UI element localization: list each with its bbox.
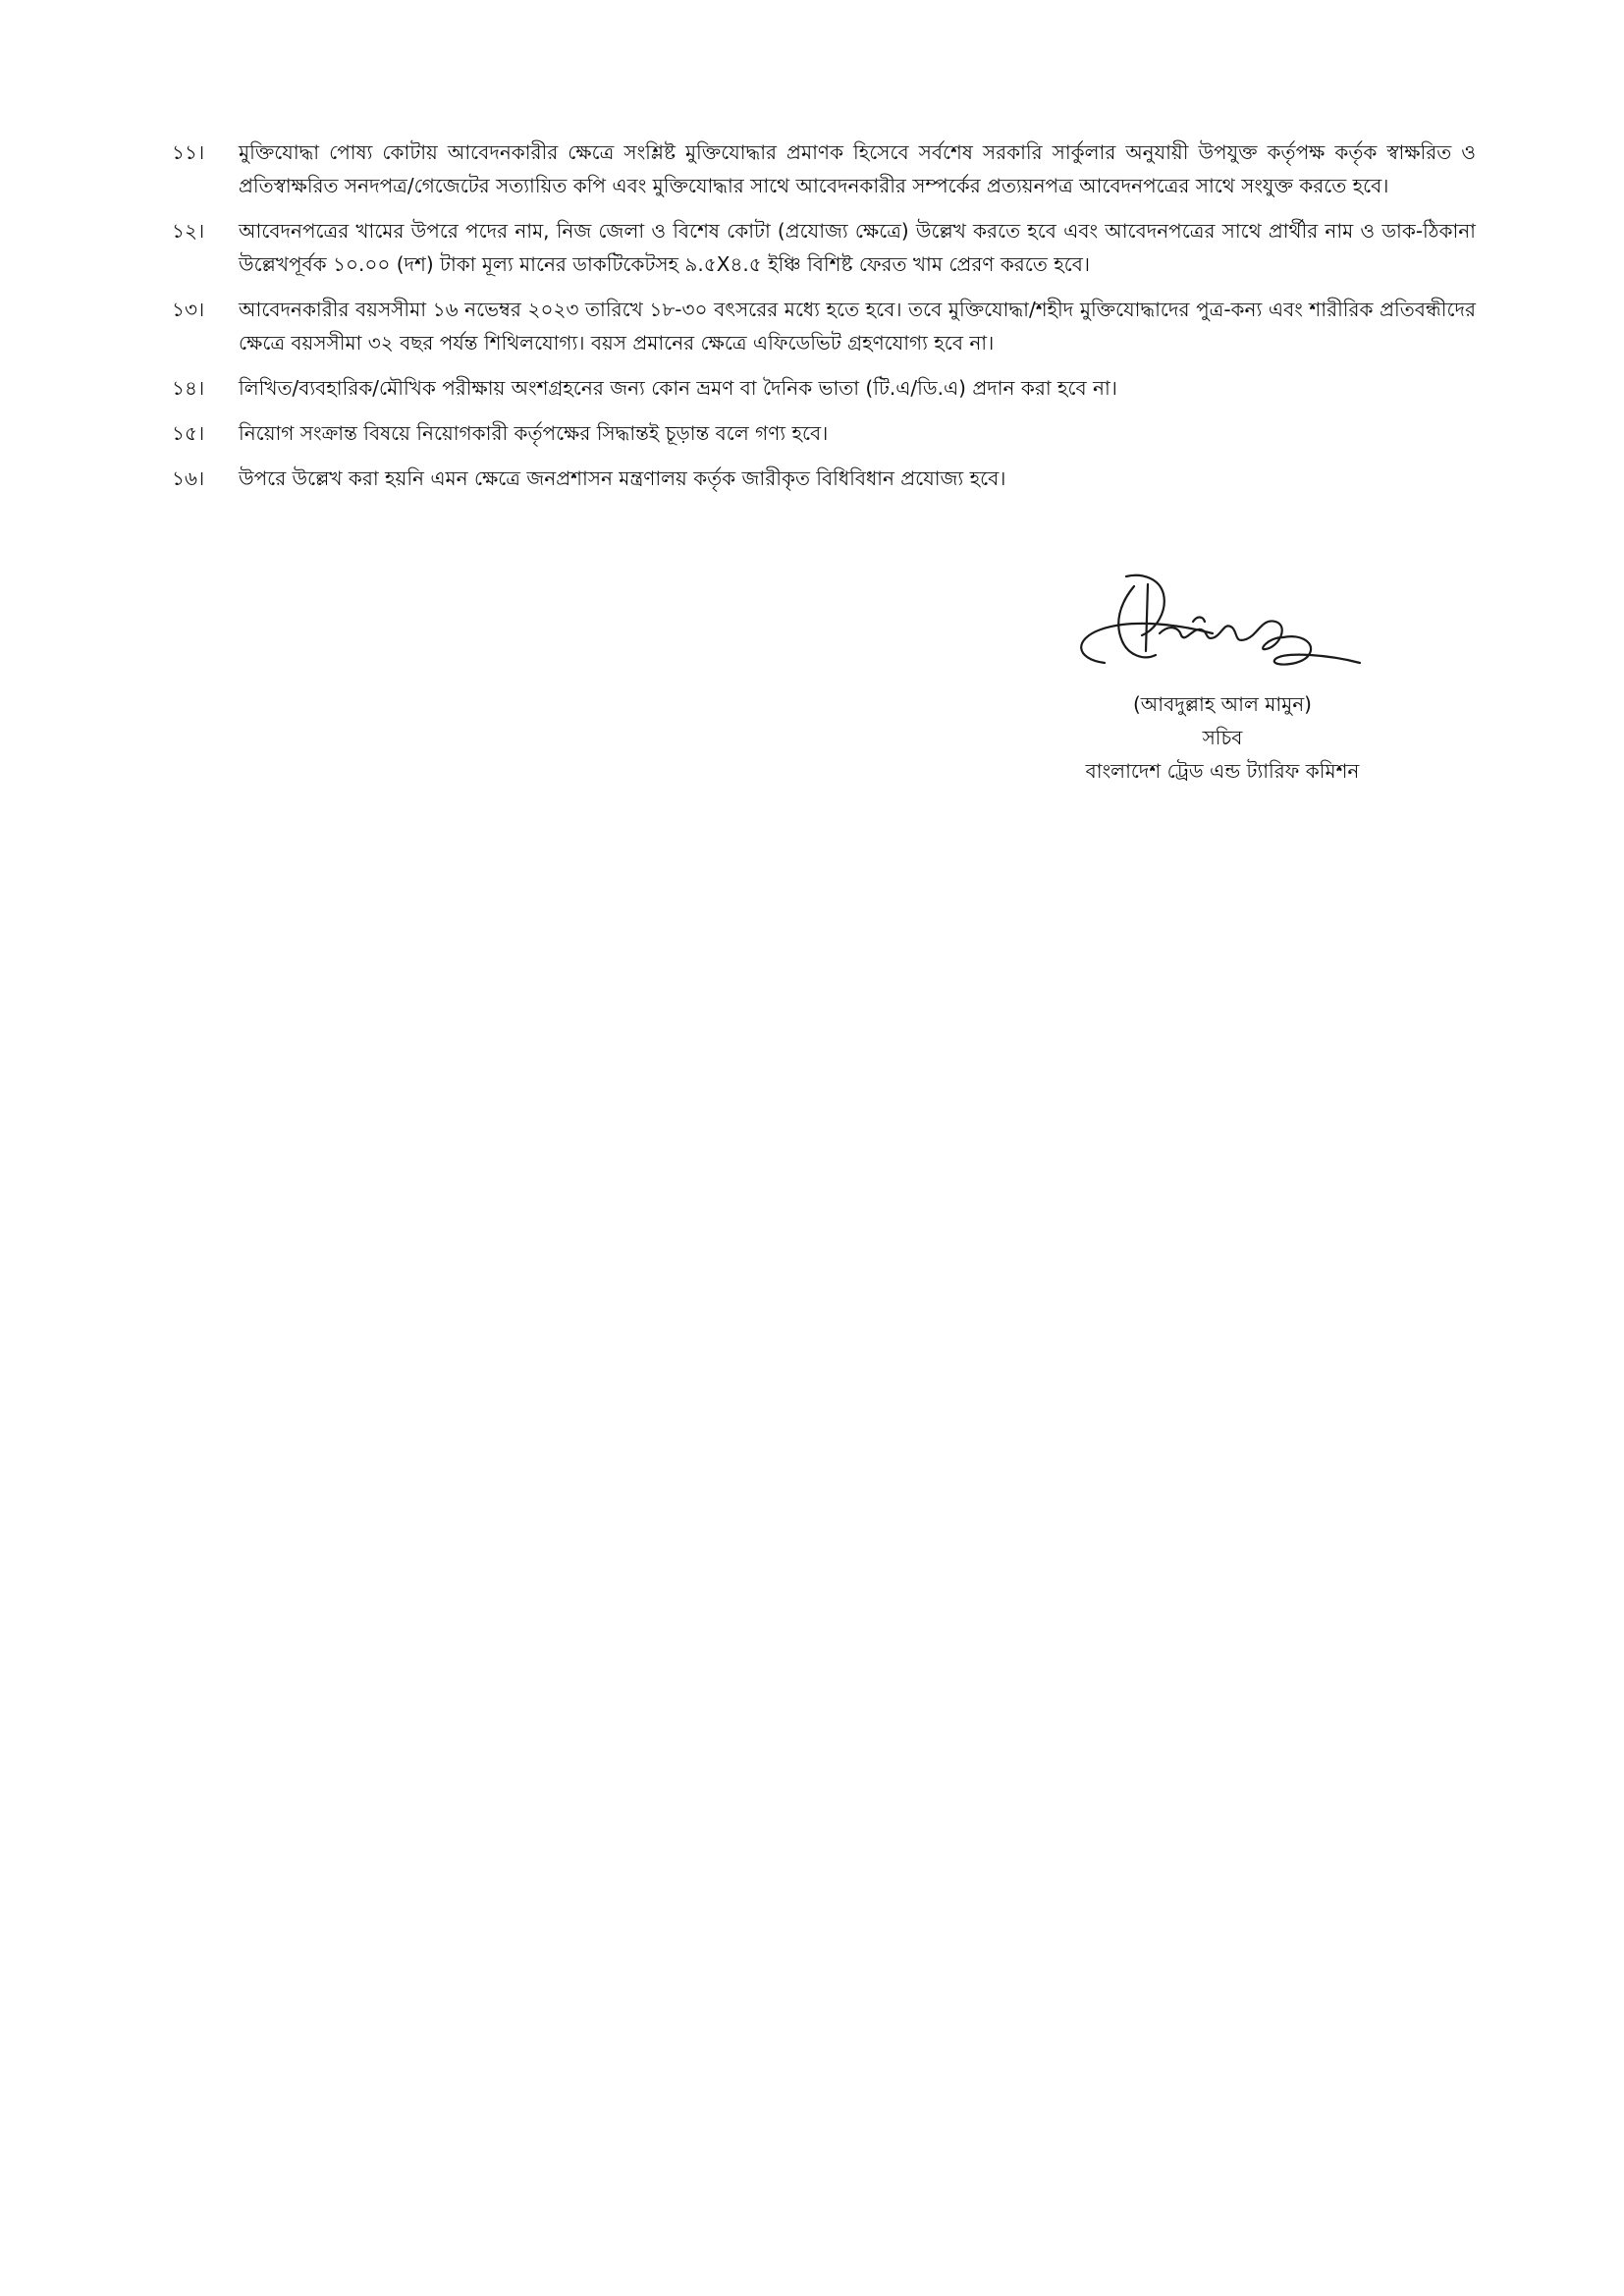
signatory-designation: সচিব <box>1202 726 1243 749</box>
clause-12 <box>172 214 1476 281</box>
clause-number: ১৪। <box>172 376 205 400</box>
clause-text: আবেদনপত্রের খামের উপরে পদের নাম, নিজ জেলা ও বিশেষ কোটা (প্রযোজ্য ক্ষেত্রে) উল্লেখ করতে হবে এবং আবেদনপত্রের সাথে প্রার্থীর নাম ও ডাক-ঠিকানা উল্লেখপূর্বক ১০.০০ (দশ) টাকা মূল্য মানের ডাকটিকেটসহ ৯.৫X৪.৫ ইঞ্চি বিশিষ্ট ফেরত খাম প্রেরণ করতে হবে। <box>239 219 1476 276</box>
handwritten-signature <box>1065 565 1380 683</box>
clause-number: ১৫। <box>172 421 205 445</box>
clause-text: মুক্তিযোদ্ধা পোষ্য কোটায় আবেদনকারীর ক্ষেত্রে সংশ্লিষ্ট মুক্তিযোদ্ধার প্রমাণক হিসেবে সর্বশেষ সরকারি সার্কুলার অনুযায়ী উপযুক্ত কর্তৃপক্ষ কর্তৃক স্বাক্ষরিত ও প্রতিস্বাক্ষরিত সনদপত্র/গেজেটের সত্যায়িত কপি এবং মুক্তিযোদ্ধার সাথে আবেদনকারীর সম্পর্কের প্রত্যয়নপত্র আবেদনপত্রের সাথে সংযুক্ত করতে হবে। <box>239 140 1476 197</box>
signatory-organization: বাংলাদেশ ট্রেড এন্ড ট্যারিফ কমিশন <box>1085 759 1360 783</box>
clause-text: লিখিত/ব্যবহারিক/মৌখিক পরীক্ষায় অংশগ্রহনের জন্য কোন ভ্রমণ বা দৈনিক ভাতা (টি.এ/ডি.এ) প্রদান করা হবে না। <box>239 376 1117 400</box>
clause-list <box>172 136 1476 507</box>
clause-number: ১২। <box>172 219 205 243</box>
clause-text: নিয়োগ সংক্রান্ত বিষয়ে নিয়োগকারী কর্তৃপক্ষের সিদ্ধান্তই চূড়ান্ত বলে গণ্য হবে। <box>239 421 829 445</box>
clause-number: ১৩। <box>172 298 205 321</box>
signatory-name: (আবদুল্লাহ আল মামুন) <box>1132 692 1312 716</box>
clause-number: ১৬। <box>172 466 205 490</box>
clause-number: ১১। <box>172 140 205 164</box>
clause-15 <box>172 416 1476 450</box>
signatory-block <box>992 687 1453 788</box>
clause-text: আবেদনকারীর বয়সসীমা ১৬ নভেম্বর ২০২৩ তারিখে ১৮-৩০ বৎসরের মধ্যে হতে হবে। তবে মুক্তিযোদ্ধা/শহীদ মুক্তিযোদ্ধাদের পুত্র-কন্য এবং শারীরিক প্রতিবন্ধীদের ক্ষেত্রে বয়সসীমা ৩২ বছর পর্যন্ত শিথিলযোগ্য। বয়স প্রমানের ক্ষেত্রে এফিডেভিট গ্রহণযোগ্য হবে না। <box>239 298 1476 355</box>
clause-11 <box>172 136 1476 202</box>
clause-16 <box>172 462 1476 495</box>
clause-text: উপরে উল্লেখ করা হয়নি এমন ক্ষেত্রে জনপ্রশাসন মন্ত্রণালয় কর্তৃক জারীকৃত বিধিবিধান প্রযোজ্য হবে। <box>239 466 1006 490</box>
clause-14 <box>172 371 1476 405</box>
clause-13 <box>172 293 1476 359</box>
